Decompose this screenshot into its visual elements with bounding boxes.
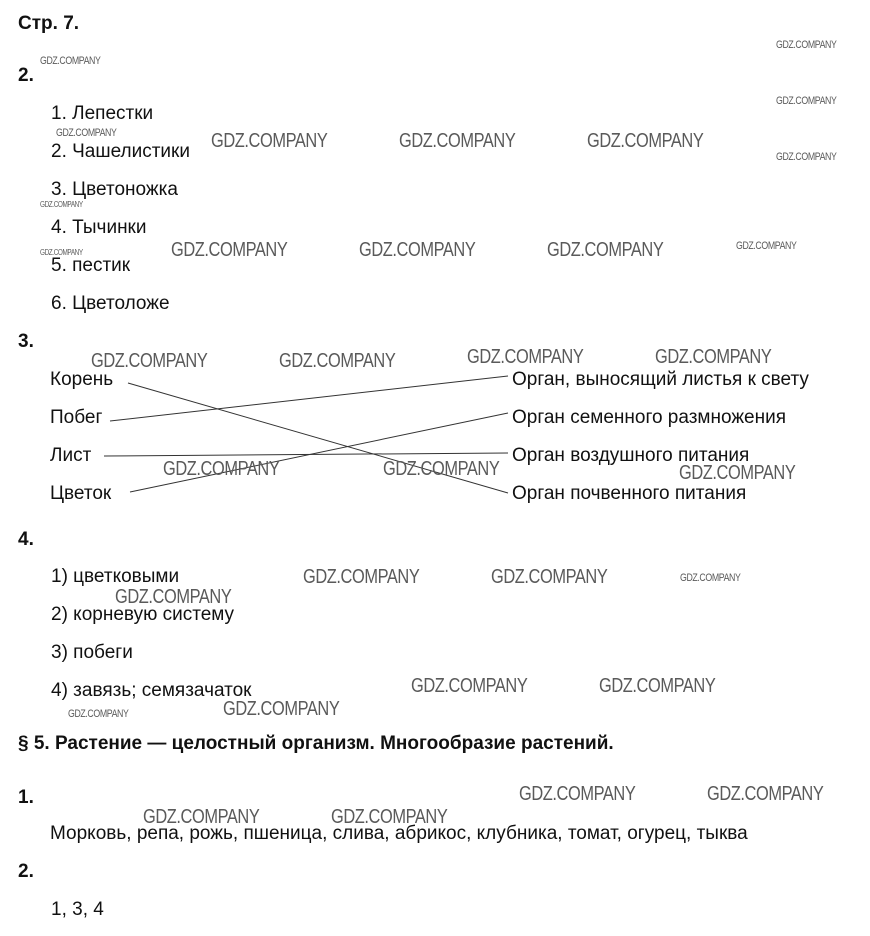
match-right-item: Орган воздушного питания bbox=[512, 445, 750, 466]
task4-item: 3) побеги bbox=[51, 642, 133, 663]
watermark: GDZ.COMPANY bbox=[679, 462, 796, 484]
watermark: GDZ.COMPANY bbox=[776, 95, 837, 107]
task2-item: 2. Чашелистики bbox=[51, 141, 190, 162]
watermark: GDZ.COMPANY bbox=[359, 239, 476, 261]
watermark: GDZ.COMPANY bbox=[383, 458, 500, 480]
watermark: GDZ.COMPANY bbox=[776, 151, 837, 163]
s5-task1-number: 1. bbox=[18, 787, 34, 808]
watermark: GDZ.COMPANY bbox=[143, 806, 260, 828]
watermark: GDZ.COMPANY bbox=[56, 127, 117, 139]
task2-item: 3. Цветоножка bbox=[51, 179, 178, 200]
watermark: GDZ.COMPANY bbox=[736, 240, 797, 252]
watermark: GDZ.COMPANY bbox=[519, 783, 636, 805]
watermark: GDZ.COMPANY bbox=[171, 239, 288, 261]
watermark: GDZ.COMPANY bbox=[491, 566, 608, 588]
watermark: GDZ.COMPANY bbox=[707, 783, 824, 805]
task2-item: 4. Тычинки bbox=[51, 217, 147, 238]
watermark: GDZ.COMPANY bbox=[279, 350, 396, 372]
task2-item: 1. Лепестки bbox=[51, 103, 154, 124]
match-right-item: Орган семенного размножения bbox=[512, 407, 787, 428]
watermark: GDZ.COMPANY bbox=[211, 130, 328, 152]
page-label: Стр. 7. bbox=[18, 13, 80, 34]
watermark: GDZ.COMPANY bbox=[776, 39, 837, 51]
watermark: GDZ.COMPANY bbox=[91, 350, 208, 372]
watermark: GDZ.COMPANY bbox=[655, 346, 772, 368]
watermark: GDZ.COMPANY bbox=[40, 55, 101, 67]
match-left-item: Цветок bbox=[50, 483, 112, 504]
watermark: GDZ.COMPANY bbox=[331, 806, 448, 828]
task2-item: 6. Цветоложе bbox=[51, 293, 170, 314]
watermark: GDZ.COMPANY bbox=[587, 130, 704, 152]
watermark: GDZ.COMPANY bbox=[223, 698, 340, 720]
task4-item: 4) завязь; семязачаток bbox=[51, 680, 252, 701]
link-line-pobeg bbox=[110, 376, 508, 421]
task3-number: 3. bbox=[18, 331, 34, 352]
watermark: GDZ.COMPANY bbox=[547, 239, 664, 261]
watermark: GDZ.COMPANY bbox=[680, 572, 741, 584]
s5-task2-answer: 1, 3, 4 bbox=[51, 899, 104, 920]
task4-item: 1) цветковыми bbox=[51, 566, 180, 587]
match-left-item: Лист bbox=[50, 445, 92, 466]
watermark: GDZ.COMPANY bbox=[40, 200, 83, 209]
task2-item: 5. пестик bbox=[51, 255, 131, 276]
watermark: GDZ.COMPANY bbox=[411, 675, 528, 697]
match-left-item: Побег bbox=[50, 407, 103, 428]
s5-task2-number: 2. bbox=[18, 861, 34, 882]
task4-number: 4. bbox=[18, 529, 34, 550]
match-right-item: Орган, выносящий листья к свету bbox=[512, 369, 809, 390]
match-right-item: Орган почвенного питания bbox=[512, 483, 747, 504]
watermark: GDZ.COMPANY bbox=[68, 708, 129, 720]
watermark: GDZ.COMPANY bbox=[40, 248, 83, 257]
watermark: GDZ.COMPANY bbox=[163, 458, 280, 480]
section-title: § 5. Растение — целостный организм. Многообразие растений. bbox=[18, 733, 614, 754]
s5-task1-answer: Морковь, репа, рожь, пшеница, слива, абрикос, клубника, томат, огурец, тыква bbox=[50, 823, 748, 844]
match-left-item: Корень bbox=[50, 369, 114, 390]
watermark: GDZ.COMPANY bbox=[399, 130, 516, 152]
task2-number: 2. bbox=[18, 65, 34, 86]
watermark: GDZ.COMPANY bbox=[599, 675, 716, 697]
watermark: GDZ.COMPANY bbox=[303, 566, 420, 588]
watermark: GDZ.COMPANY bbox=[467, 346, 584, 368]
task4-item: 2) корневую систему bbox=[51, 604, 235, 625]
watermark: GDZ.COMPANY bbox=[115, 586, 232, 608]
